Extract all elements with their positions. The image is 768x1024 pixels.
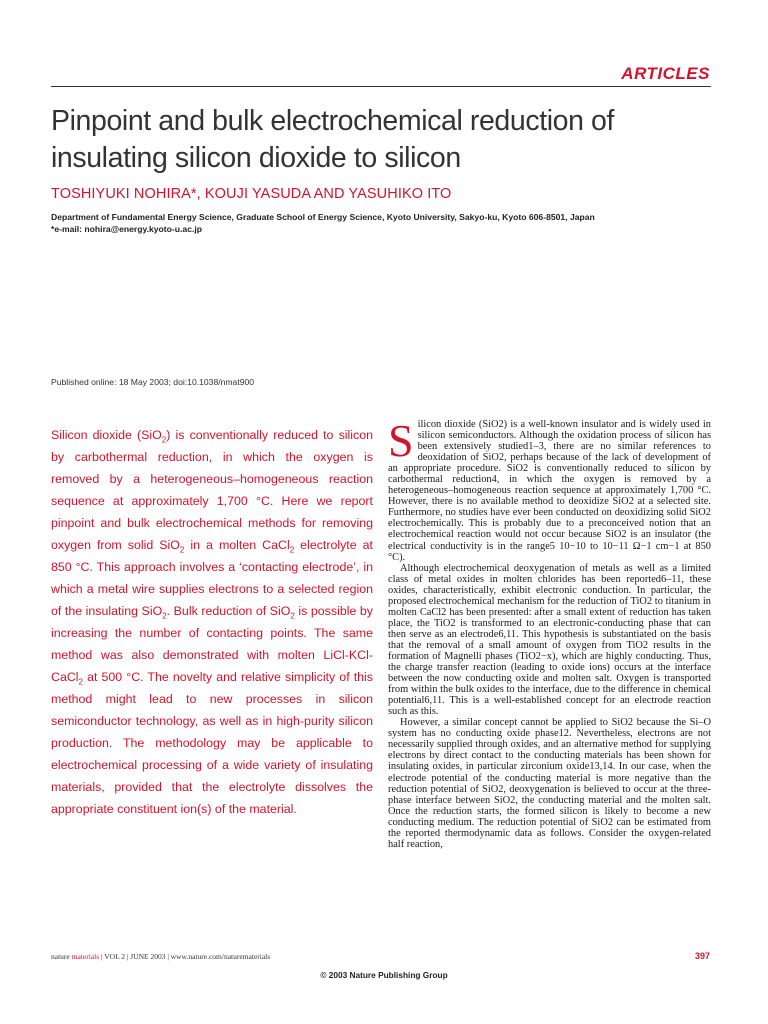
body-paragraph: Although electrochemical deoxygenation of metals as well as a limited class of metal oxides in molten chlorides has been reported6–11, these oxides, characteristically, exhibit electronic conduction. In particular, the proposed electrochemical mechanism for the reduction of TiO2 to titanium in molten CaCl2 has been presented: after a small extent of reduction has taken place, the TiO2 is transformed to an electronic-conducting phase that can then serve as an electrode6,11. This hypothesis is substantiated on the basis that the removal of a small amount of oxygen from TiO2 results in the formation of Magnelli phases (TiO2−x), which are highly conducting. Thus, the charge transfer reaction (leading to oxide ions) occurs at the interface between the now conducting oxide and molten salt. Oxygen is transported from within the bulk oxides to the interface, due to the difference in chemical potential6,11. This is a well-established concept for an electrode reaction such as this. [388,562,711,718]
header-rule [51,86,711,87]
abstract-text: is possible by increasing the number of contacting points. The same method was also demonstrated with molten LiCl-KCl-CaCl [51,604,373,684]
abstract-text: at 500 °C. The novelty and relative simplicity of this method might lead to new processes in silicon semiconductor technology, as well as in high-purity silicon production. The methodology may be applicable to electrochemical processing of a wide variety of insulating materials, provided that the electrolyte dissolves the appropriate constituent ion(s) of the material. [51,670,373,816]
subscript: 2 [289,545,295,555]
journal-name: nature [51,952,72,961]
copyright: © 2003 Nature Publishing Group [320,970,448,980]
body-paragraph [388,415,711,563]
subscript: 2 [179,545,185,555]
affiliation-block [51,211,731,235]
subscript: 2 [162,611,167,621]
body-text [388,415,711,850]
paragraph-text: ilicon dioxide (SiO2) is a well-known insulator and is widely used in silicon semiconductors. Although the oxidation process of silicon has been extensively studied1–3, there are no similar references to deoxidation of SiO2, perhaps because of the lack of development of an appropriate procedure. SiO2 is conventionally reduced to silicon by carbothermal reduction4, in which the oxygen is removed by a heterogeneous–homogeneous reaction sequence at approximately 1,700 °C. However, there is no available method to deoxidize SiO2 at a selected site. Furthermore, no studies have ever been conducted on deoxidizing solid SiO2 electrochemically. This is probably due to a preconceived notion that an electrochemical reaction would not occur because SiO2 is an insulator (the electrical conductivity is in the range5 10−10 to 10−11 Ω−1 cm−1 at 850 °C). [388,419,711,563]
abstract-text: . Bulk reduction of SiO [166,604,291,618]
article-title: Pinpoint and bulk electrochemical reduction of insulating silicon dioxide to silicon [51,105,615,174]
abstract-text: in a molten CaCl [184,538,290,552]
subscript: 2 [290,611,295,621]
journal-details: | VOL 2 | JUNE 2003 | www.nature.com/naturematerials [99,952,271,961]
subscript: 2 [161,435,167,445]
drop-cap: S [388,415,414,466]
subscript: 2 [78,677,83,687]
abstract-text: ) is conventionally reduced to silicon by carbothermal reduction, in which the oxygen is removed by a heterogeneous–homogeneous reaction sequence at approximately 1,700 °C. Here we report pinpoint and bulk electrochemical methods for removing oxygen from solid SiO [51,428,373,552]
affiliation: Department of Fundamental Energy Science, Graduate School of Energy Science, Kyoto University, Sakyo-ku, Kyoto 606-8501, Japan [51,212,595,222]
footer-journal-info [51,952,270,961]
section-label: ARTICLES [621,64,710,83]
abstract-text: electrolyte at 850 °C. This approach involves a ‘contacting electrode’, in which a metal wire supplies electrons to a selected region of the insulating SiO [51,538,373,618]
abstract [51,424,373,820]
author-list: TOSHIYUKI NOHIRA*, KOUJI YASUDA AND YASUHIKO ITO [51,186,452,202]
abstract-text: Silicon dioxide (SiO [51,428,162,442]
corresponding-email[interactable]: *e-mail: nohira@energy.kyoto-u.ac.jp [51,224,203,234]
body-paragraph: However, a similar concept cannot be applied to SiO2 because the Si–O system has no conducting oxide phase12. Nevertheless, electrons are not necessarily supplied through oxides, and an alternative method for supplying electrons by direct contact to the conducting materials has been shown for insulating oxides, in particular zirconium oxide13,14. In our case, when the electrode potential of the conducting material is more negative than the reduction potential of SiO2, deoxygenation is believed to occur at the three-phase interface between SiO2, the conducting material and the molten salt. Once the reduction starts, the formed silicon is likely to become a new conducting medium. The reduction potential of SiO2 can be estimated from the reported thermodynamic data as follows. Consider the oxygen-related half reaction, [388,717,711,850]
page-number: 397 [694,951,710,961]
journal-name-accent: materials [71,952,100,961]
publication-info: Published online: 18 May 2003; doi:10.1038/nmat900 [51,377,255,387]
